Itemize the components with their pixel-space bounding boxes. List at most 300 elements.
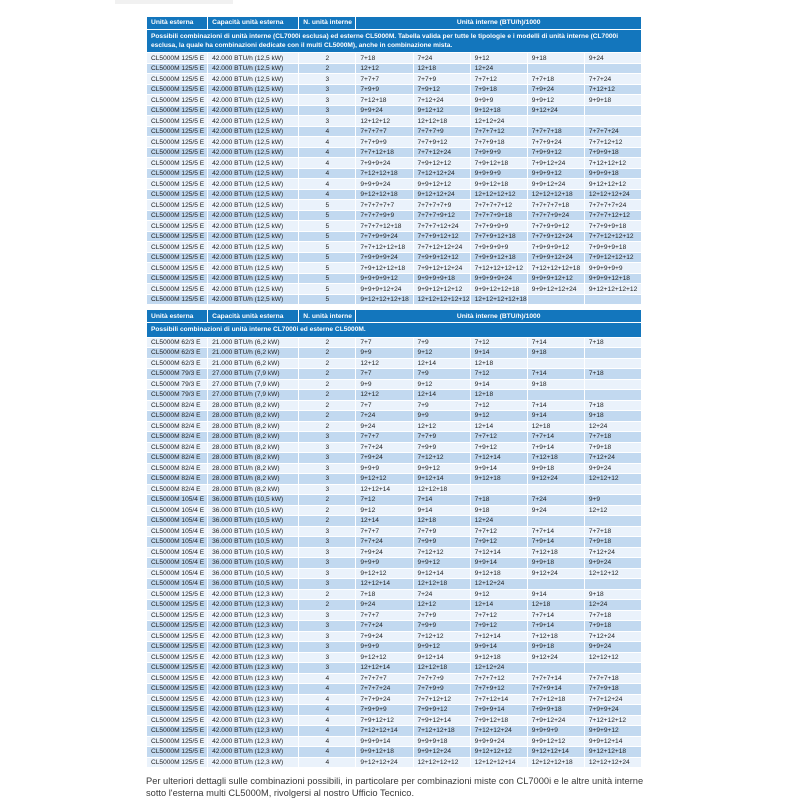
cell-combination: 7+18 xyxy=(471,495,527,505)
cell-combination xyxy=(585,485,641,495)
cell-combination xyxy=(528,116,584,126)
header-row xyxy=(147,310,641,322)
cell-combination: 7+7+7 xyxy=(356,611,412,621)
cell-external-unit: CL5000M 125/5 E xyxy=(147,221,207,231)
cell-external-unit: CL5000M 105/4 E xyxy=(147,558,207,568)
column-header-capacity: Capacità unità esterna xyxy=(208,310,298,322)
cell-combination: 7+14 xyxy=(528,401,584,411)
cell-combination xyxy=(528,516,584,526)
table-row xyxy=(147,432,641,442)
cell-combination xyxy=(471,485,527,495)
cell-capacity: 28.000 BTU/h (8,2 kW) xyxy=(208,474,298,484)
cell-combination: 12+12+12 xyxy=(585,653,641,663)
cell-combination: 9+9 xyxy=(356,348,412,358)
cell-external-unit: CL5000M 125/5 E xyxy=(147,106,207,116)
cell-combination: 12+12+18 xyxy=(414,663,470,673)
cell-capacity: 42.000 BTU/h (12,5 kW) xyxy=(208,95,298,105)
cell-combination: 9+12+12 xyxy=(356,474,412,484)
cell-combination: 7+7+7+12+18 xyxy=(356,221,412,231)
cell-capacity: 27.000 BTU/h (7,9 kW) xyxy=(208,390,298,400)
cell-n-internal-units: 3 xyxy=(299,106,355,116)
cell-combination: 12+12+12 xyxy=(356,116,412,126)
cell-n-internal-units: 5 xyxy=(299,200,355,210)
cell-combination: 7+7+7+9 xyxy=(414,674,470,684)
cell-combination: 9+24 xyxy=(528,506,584,516)
cell-capacity: 42.000 BTU/h (12,3 kW) xyxy=(208,705,298,715)
cell-capacity: 42.000 BTU/h (12,5 kW) xyxy=(208,116,298,126)
table-row xyxy=(147,390,641,400)
cell-combination: 9+12+12+14 xyxy=(528,747,584,757)
cell-combination xyxy=(585,516,641,526)
cell-combination: 7+12+12+18 xyxy=(356,169,412,179)
cell-combination: 7+9+12 xyxy=(471,537,527,547)
cell-combination: 9+12+24 xyxy=(528,106,584,116)
cell-combination xyxy=(528,663,584,673)
cell-external-unit: CL5000M 125/5 E xyxy=(147,590,207,600)
cell-external-unit: CL5000M 82/4 E xyxy=(147,422,207,432)
cell-n-internal-units: 3 xyxy=(299,485,355,495)
table-row xyxy=(147,737,641,747)
cell-combination: 12+12+12+18 xyxy=(528,190,584,200)
table-row xyxy=(147,516,641,526)
cell-external-unit: CL5000M 105/4 E xyxy=(147,495,207,505)
cell-combination: 7+12+14 xyxy=(471,632,527,642)
cell-n-internal-units: 5 xyxy=(299,211,355,221)
cell-combination: 9+12+12+12+12 xyxy=(585,284,641,294)
cell-combination: 7+9 xyxy=(414,401,470,411)
cell-n-internal-units: 4 xyxy=(299,169,355,179)
cell-capacity: 42.000 BTU/h (12,3 kW) xyxy=(208,726,298,736)
cell-n-internal-units: 2 xyxy=(299,590,355,600)
cell-combination: 7+9+9 xyxy=(414,537,470,547)
table-note: Possibili combinazioni di unità interne (CL7000i esclusa) ed esterne CL5000M. Tabella valida per tutte le tipologie e i modelli di unità interne (CL7000i esclusa, la quale ha combinazioni dedicate con il multi CL5000M), anche in combinazione mista. xyxy=(147,30,641,52)
cell-combination: 9+9+12+18 xyxy=(356,747,412,757)
cell-combination: 7+7+7+9+12 xyxy=(414,211,470,221)
cell-combination: 7+18 xyxy=(356,53,412,63)
cell-combination: 7+9+24 xyxy=(356,632,412,642)
cell-combination: 12+24 xyxy=(471,516,527,526)
cell-capacity: 42.000 BTU/h (12,5 kW) xyxy=(208,158,298,168)
cell-external-unit: CL5000M 125/5 E xyxy=(147,148,207,158)
cell-combination: 9+12+18 xyxy=(471,653,527,663)
cell-combination: 7+12 xyxy=(356,495,412,505)
cell-capacity: 42.000 BTU/h (12,3 kW) xyxy=(208,632,298,642)
cell-combination: 7+7+7+18 xyxy=(585,674,641,684)
cell-combination xyxy=(585,579,641,589)
table-row xyxy=(147,85,641,95)
cell-n-internal-units: 4 xyxy=(299,747,355,757)
cell-combination: 9+9+9+12+18 xyxy=(585,274,641,284)
table-row xyxy=(147,600,641,610)
table-row xyxy=(147,200,641,210)
cell-combination: 9+12+12+12 xyxy=(585,179,641,189)
cell-combination: 7+7+9+12+24 xyxy=(528,232,584,242)
cell-combination: 9+9+9 xyxy=(356,464,412,474)
cell-external-unit: CL5000M 125/5 E xyxy=(147,158,207,168)
cell-n-internal-units: 4 xyxy=(299,695,355,705)
cell-n-internal-units: 4 xyxy=(299,674,355,684)
cell-combination: 7+14 xyxy=(528,369,584,379)
cell-capacity: 36.000 BTU/h (10,5 kW) xyxy=(208,548,298,558)
cell-combination: 7+14 xyxy=(414,495,470,505)
cell-combination: 9+12+14 xyxy=(414,474,470,484)
cell-capacity: 42.000 BTU/h (12,3 kW) xyxy=(208,663,298,673)
cell-combination: 7+9+9+9+12 xyxy=(528,242,584,252)
cell-combination: 9+9 xyxy=(585,495,641,505)
cell-combination: 7+7+7 xyxy=(356,432,412,442)
cell-combination: 9+18 xyxy=(528,380,584,390)
table-row xyxy=(147,674,641,684)
cell-combination: 12+24 xyxy=(585,600,641,610)
cell-external-unit: CL5000M 105/4 E xyxy=(147,516,207,526)
cell-capacity: 36.000 BTU/h (10,5 kW) xyxy=(208,537,298,547)
column-header-n-internal-units: N. unità interne xyxy=(299,17,355,29)
cell-combination: 12+12+12+24 xyxy=(585,190,641,200)
cell-n-internal-units: 3 xyxy=(299,537,355,547)
table-row xyxy=(147,485,641,495)
cell-combination: 9+18 xyxy=(528,348,584,358)
cell-n-internal-units: 4 xyxy=(299,158,355,168)
cell-combination: 9+18 xyxy=(471,506,527,516)
cell-n-internal-units: 3 xyxy=(299,95,355,105)
cell-combination: 12+14 xyxy=(471,600,527,610)
cell-combination: 9+9+9+12 xyxy=(528,169,584,179)
cell-combination: 9+9+12+24 xyxy=(528,179,584,189)
cell-external-unit: CL5000M 105/4 E xyxy=(147,579,207,589)
cell-combination: 9+9+9+14 xyxy=(356,737,412,747)
cell-combination: 7+9+9+18 xyxy=(528,705,584,715)
cell-combination: 7+9+9+12+12 xyxy=(414,253,470,263)
cell-combination: 7+7+7+7+9 xyxy=(414,200,470,210)
cell-combination: 9+9+9+12 xyxy=(585,726,641,736)
cell-capacity: 42.000 BTU/h (12,5 kW) xyxy=(208,106,298,116)
cell-combination xyxy=(585,116,641,126)
cell-external-unit: CL5000M 82/4 E xyxy=(147,411,207,421)
cell-capacity: 42.000 BTU/h (12,3 kW) xyxy=(208,684,298,694)
cell-external-unit: CL5000M 125/5 E xyxy=(147,169,207,179)
cell-combination: 9+9+12 xyxy=(414,464,470,474)
cell-combination xyxy=(585,295,641,305)
cell-external-unit: CL5000M 125/5 E xyxy=(147,611,207,621)
cell-combination: 12+12+18 xyxy=(414,579,470,589)
cell-combination: 7+7+24 xyxy=(585,74,641,84)
cell-combination: 12+18 xyxy=(471,390,527,400)
cell-n-internal-units: 2 xyxy=(299,53,355,63)
cell-n-internal-units: 4 xyxy=(299,137,355,147)
cell-combination: 7+7+9+24 xyxy=(528,137,584,147)
cell-combination: 7+7+12+18 xyxy=(528,695,584,705)
cell-external-unit: CL5000M 125/5 E xyxy=(147,64,207,74)
cell-combination: 7+12+12+24 xyxy=(414,169,470,179)
column-header-capacity: Capacità unità esterna xyxy=(208,17,298,29)
cell-external-unit: CL5000M 125/5 E xyxy=(147,716,207,726)
table-row xyxy=(147,495,641,505)
table-row xyxy=(147,232,641,242)
cell-combination: 7+9+9 xyxy=(414,443,470,453)
cell-capacity: 21.000 BTU/h (6,2 kW) xyxy=(208,348,298,358)
cell-combination: 12+12 xyxy=(414,600,470,610)
cell-capacity: 42.000 BTU/h (12,5 kW) xyxy=(208,211,298,221)
table-note: Possibili combinazioni di unità interne CL7000i ed esterne CL5000M. xyxy=(147,323,641,336)
cell-combination: 7+9+24 xyxy=(528,85,584,95)
table-row xyxy=(147,263,641,273)
cell-combination: 7+7+24 xyxy=(356,537,412,547)
cell-capacity: 42.000 BTU/h (12,3 kW) xyxy=(208,611,298,621)
cell-combination xyxy=(585,64,641,74)
table-row xyxy=(147,411,641,421)
cell-combination: 9+9+9+9 xyxy=(528,726,584,736)
cell-n-internal-units: 5 xyxy=(299,295,355,305)
cell-combination: 7+7+7+9+18 xyxy=(471,211,527,221)
cell-combination: 9+12+18 xyxy=(471,106,527,116)
cell-combination: 7+7+7+12+24 xyxy=(414,221,470,231)
cell-external-unit: CL5000M 79/3 E xyxy=(147,369,207,379)
cell-combination: 7+7+12 xyxy=(471,74,527,84)
cell-combination: 7+7+12+12+24 xyxy=(414,242,470,252)
table-row xyxy=(147,221,641,231)
cell-combination: 9+14 xyxy=(471,380,527,390)
cell-combination: 7+12+14 xyxy=(471,453,527,463)
cell-n-internal-units: 4 xyxy=(299,705,355,715)
cell-combination: 9+9+9+24 xyxy=(471,737,527,747)
cell-combination: 7+7+7+7+7 xyxy=(356,200,412,210)
cell-combination: 7+7+24 xyxy=(356,621,412,631)
cell-combination: 12+24 xyxy=(585,422,641,432)
cell-combination: 9+12+12 xyxy=(414,106,470,116)
cell-combination xyxy=(585,663,641,673)
cell-combination: 7+18 xyxy=(585,369,641,379)
cell-combination: 9+9+9 xyxy=(471,95,527,105)
cell-combination: 9+18 xyxy=(585,590,641,600)
cell-combination: 7+7+7+9 xyxy=(414,127,470,137)
cell-combination: 7+7+18 xyxy=(528,74,584,84)
cell-combination: 7+12+18 xyxy=(528,453,584,463)
cell-n-internal-units: 2 xyxy=(299,390,355,400)
cell-combination: 12+12+18 xyxy=(414,116,470,126)
cell-combination: 9+9+9+9+24 xyxy=(471,274,527,284)
cell-capacity: 42.000 BTU/h (12,3 kW) xyxy=(208,590,298,600)
cell-combination: 7+24 xyxy=(414,53,470,63)
table-row xyxy=(147,106,641,116)
cell-combination: 7+7+7+9+24 xyxy=(528,211,584,221)
table-row xyxy=(147,453,641,463)
cell-capacity: 42.000 BTU/h (12,3 kW) xyxy=(208,653,298,663)
cell-capacity: 42.000 BTU/h (12,5 kW) xyxy=(208,242,298,252)
cell-combination: 7+9+9+18 xyxy=(585,148,641,158)
cell-external-unit: CL5000M 82/4 E xyxy=(147,474,207,484)
cell-combination: 9+9+12+12 xyxy=(528,737,584,747)
cell-external-unit: CL5000M 82/4 E xyxy=(147,443,207,453)
cell-combination: 9+12+18 xyxy=(471,569,527,579)
table-row xyxy=(147,590,641,600)
cell-combination: 12+12+12 xyxy=(585,569,641,579)
cell-combination: 7+24 xyxy=(528,495,584,505)
cell-combination: 9+9+12+24 xyxy=(414,747,470,757)
table-row xyxy=(147,179,641,189)
cell-n-internal-units: 3 xyxy=(299,611,355,621)
cell-combination: 7+12+12+12 xyxy=(585,716,641,726)
cell-capacity: 42.000 BTU/h (12,5 kW) xyxy=(208,284,298,294)
cell-combination: 12+12 xyxy=(356,390,412,400)
cell-combination: 9+9+18 xyxy=(528,642,584,652)
cell-combination: 7+7+7+7+24 xyxy=(585,200,641,210)
cell-n-internal-units: 3 xyxy=(299,432,355,442)
cell-combination: 7+9+9+24 xyxy=(356,158,412,168)
cell-combination: 7+9 xyxy=(414,369,470,379)
combinations-table-generic-indoor-units xyxy=(146,16,642,305)
cell-capacity: 42.000 BTU/h (12,3 kW) xyxy=(208,621,298,631)
cell-capacity: 42.000 BTU/h (12,5 kW) xyxy=(208,179,298,189)
column-header-internal-units: Unità interne (BTU/h)/1000 xyxy=(356,310,641,322)
cell-combination: 9+9+9+9+18 xyxy=(414,274,470,284)
cell-combination: 12+24 xyxy=(471,64,527,74)
table-row xyxy=(147,464,641,474)
cell-combination: 7+12+18 xyxy=(528,548,584,558)
table-row xyxy=(147,632,641,642)
note-row xyxy=(147,323,641,336)
cell-combination: 12+12+12+12+18 xyxy=(471,295,527,305)
cell-external-unit: CL5000M 125/5 E xyxy=(147,737,207,747)
cell-capacity: 28.000 BTU/h (8,2 kW) xyxy=(208,485,298,495)
cell-combination: 7+7+9+12+18 xyxy=(471,232,527,242)
cell-combination: 7+7+9+9+12 xyxy=(528,221,584,231)
cell-capacity: 42.000 BTU/h (12,5 kW) xyxy=(208,253,298,263)
cell-n-internal-units: 2 xyxy=(299,495,355,505)
cell-n-internal-units: 4 xyxy=(299,190,355,200)
cell-external-unit: CL5000M 79/3 E xyxy=(147,380,207,390)
cell-combination: 7+7+9+9+24 xyxy=(356,232,412,242)
cell-combination: 12+18 xyxy=(528,422,584,432)
cell-combination: 9+12+14 xyxy=(414,653,470,663)
cell-combination: 7+12+12 xyxy=(414,632,470,642)
cell-combination: 7+7+7+7+18 xyxy=(528,200,584,210)
cell-combination: 7+7+9 xyxy=(414,74,470,84)
cell-combination: 9+9+12 xyxy=(414,558,470,568)
cell-combination: 7+9+12+14 xyxy=(414,716,470,726)
cell-combination: 9+12+12+12+18 xyxy=(356,295,412,305)
cell-external-unit: CL5000M 125/5 E xyxy=(147,200,207,210)
table-row xyxy=(147,443,641,453)
cell-combination: 9+12 xyxy=(471,590,527,600)
cell-combination: 7+7 xyxy=(356,369,412,379)
cell-external-unit: CL5000M 125/5 E xyxy=(147,232,207,242)
cell-combination: 7+9+14 xyxy=(528,621,584,631)
cell-n-internal-units: 5 xyxy=(299,242,355,252)
cell-n-internal-units: 4 xyxy=(299,726,355,736)
cell-combination: 9+9+9+18 xyxy=(585,169,641,179)
cell-combination xyxy=(528,64,584,74)
cell-external-unit: CL5000M 125/5 E xyxy=(147,726,207,736)
cell-combination: 12+12+24 xyxy=(471,663,527,673)
cell-combination: 7+12+12+12+18 xyxy=(528,263,584,273)
cell-n-internal-units: 5 xyxy=(299,284,355,294)
cell-n-internal-units: 2 xyxy=(299,338,355,348)
cell-external-unit: CL5000M 82/4 E xyxy=(147,401,207,411)
cell-external-unit: CL5000M 125/5 E xyxy=(147,179,207,189)
cell-capacity: 42.000 BTU/h (12,3 kW) xyxy=(208,600,298,610)
cell-combination: 7+7+7+12 xyxy=(471,674,527,684)
cell-combination: 7+14 xyxy=(528,338,584,348)
cell-combination: 9+9+18 xyxy=(528,464,584,474)
table-row xyxy=(147,359,641,369)
cell-combination: 7+7+7+7 xyxy=(356,674,412,684)
cell-n-internal-units: 4 xyxy=(299,684,355,694)
table-row xyxy=(147,148,641,158)
cell-n-internal-units: 3 xyxy=(299,632,355,642)
cell-n-internal-units: 2 xyxy=(299,401,355,411)
cell-combination: 7+7 xyxy=(356,401,412,411)
cell-capacity: 42.000 BTU/h (12,5 kW) xyxy=(208,200,298,210)
cell-combination: 7+12 xyxy=(471,338,527,348)
cell-external-unit: CL5000M 62/3 E xyxy=(147,348,207,358)
cell-external-unit: CL5000M 125/5 E xyxy=(147,274,207,284)
cell-capacity: 42.000 BTU/h (12,5 kW) xyxy=(208,74,298,84)
cell-combination: 7+7+9 xyxy=(414,527,470,537)
cell-n-internal-units: 5 xyxy=(299,253,355,263)
cell-combination: 7+7 xyxy=(356,338,412,348)
cell-combination: 7+12+12+24 xyxy=(471,726,527,736)
table-row xyxy=(147,716,641,726)
cell-combination: 9+12+12+24 xyxy=(356,758,412,768)
cell-combination: 7+9+9+9+24 xyxy=(356,253,412,263)
cell-combination: 9+12+12 xyxy=(356,569,412,579)
cell-capacity: 42.000 BTU/h (12,5 kW) xyxy=(208,85,298,95)
cell-capacity: 42.000 BTU/h (12,5 kW) xyxy=(208,221,298,231)
table-row xyxy=(147,758,641,768)
cell-combination: 7+7+9+18 xyxy=(585,684,641,694)
cell-n-internal-units: 4 xyxy=(299,148,355,158)
column-header-n-internal-units: N. unità interne xyxy=(299,310,355,322)
cell-combination: 9+9+9+9+12 xyxy=(356,274,412,284)
cell-n-internal-units: 2 xyxy=(299,64,355,74)
cell-external-unit: CL5000M 125/5 E xyxy=(147,600,207,610)
cell-n-internal-units: 4 xyxy=(299,716,355,726)
cell-combination: 7+9+9+12+18 xyxy=(471,253,527,263)
cell-n-internal-units: 2 xyxy=(299,411,355,421)
cell-combination: 7+9+9 xyxy=(414,621,470,631)
cell-external-unit: CL5000M 125/5 E xyxy=(147,758,207,768)
cell-external-unit: CL5000M 82/4 E xyxy=(147,464,207,474)
cell-combination: 7+12+12+12 xyxy=(585,158,641,168)
cell-combination: 7+7+7+14 xyxy=(528,674,584,684)
cell-combination: 7+7+12 xyxy=(471,432,527,442)
cell-combination: 9+9+18 xyxy=(585,95,641,105)
cell-combination: 12+14 xyxy=(414,390,470,400)
cell-combination: 9+9+24 xyxy=(585,642,641,652)
cell-n-internal-units: 3 xyxy=(299,453,355,463)
table-row xyxy=(147,211,641,221)
cell-combination: 12+12+14 xyxy=(356,663,412,673)
header-row xyxy=(147,17,641,29)
cell-n-internal-units: 3 xyxy=(299,663,355,673)
cell-capacity: 42.000 BTU/h (12,5 kW) xyxy=(208,53,298,63)
cell-capacity: 21.000 BTU/h (6,2 kW) xyxy=(208,359,298,369)
cell-external-unit: CL5000M 125/5 E xyxy=(147,674,207,684)
column-header-external-unit: Unità esterna xyxy=(147,310,207,322)
cell-combination: 9+9 xyxy=(356,380,412,390)
table-row xyxy=(147,726,641,736)
cell-combination: 12+12+12+14 xyxy=(471,758,527,768)
cell-combination: 9+12+24 xyxy=(528,569,584,579)
cell-n-internal-units: 3 xyxy=(299,569,355,579)
cell-capacity: 36.000 BTU/h (10,5 kW) xyxy=(208,495,298,505)
cell-capacity: 42.000 BTU/h (12,5 kW) xyxy=(208,232,298,242)
cell-combination: 7+9+12+24 xyxy=(528,158,584,168)
cell-combination: 7+7+9+14 xyxy=(528,684,584,694)
cell-combination: 7+9+9+9+9 xyxy=(471,242,527,252)
table-row xyxy=(147,537,641,547)
cell-combination: 12+18 xyxy=(414,516,470,526)
